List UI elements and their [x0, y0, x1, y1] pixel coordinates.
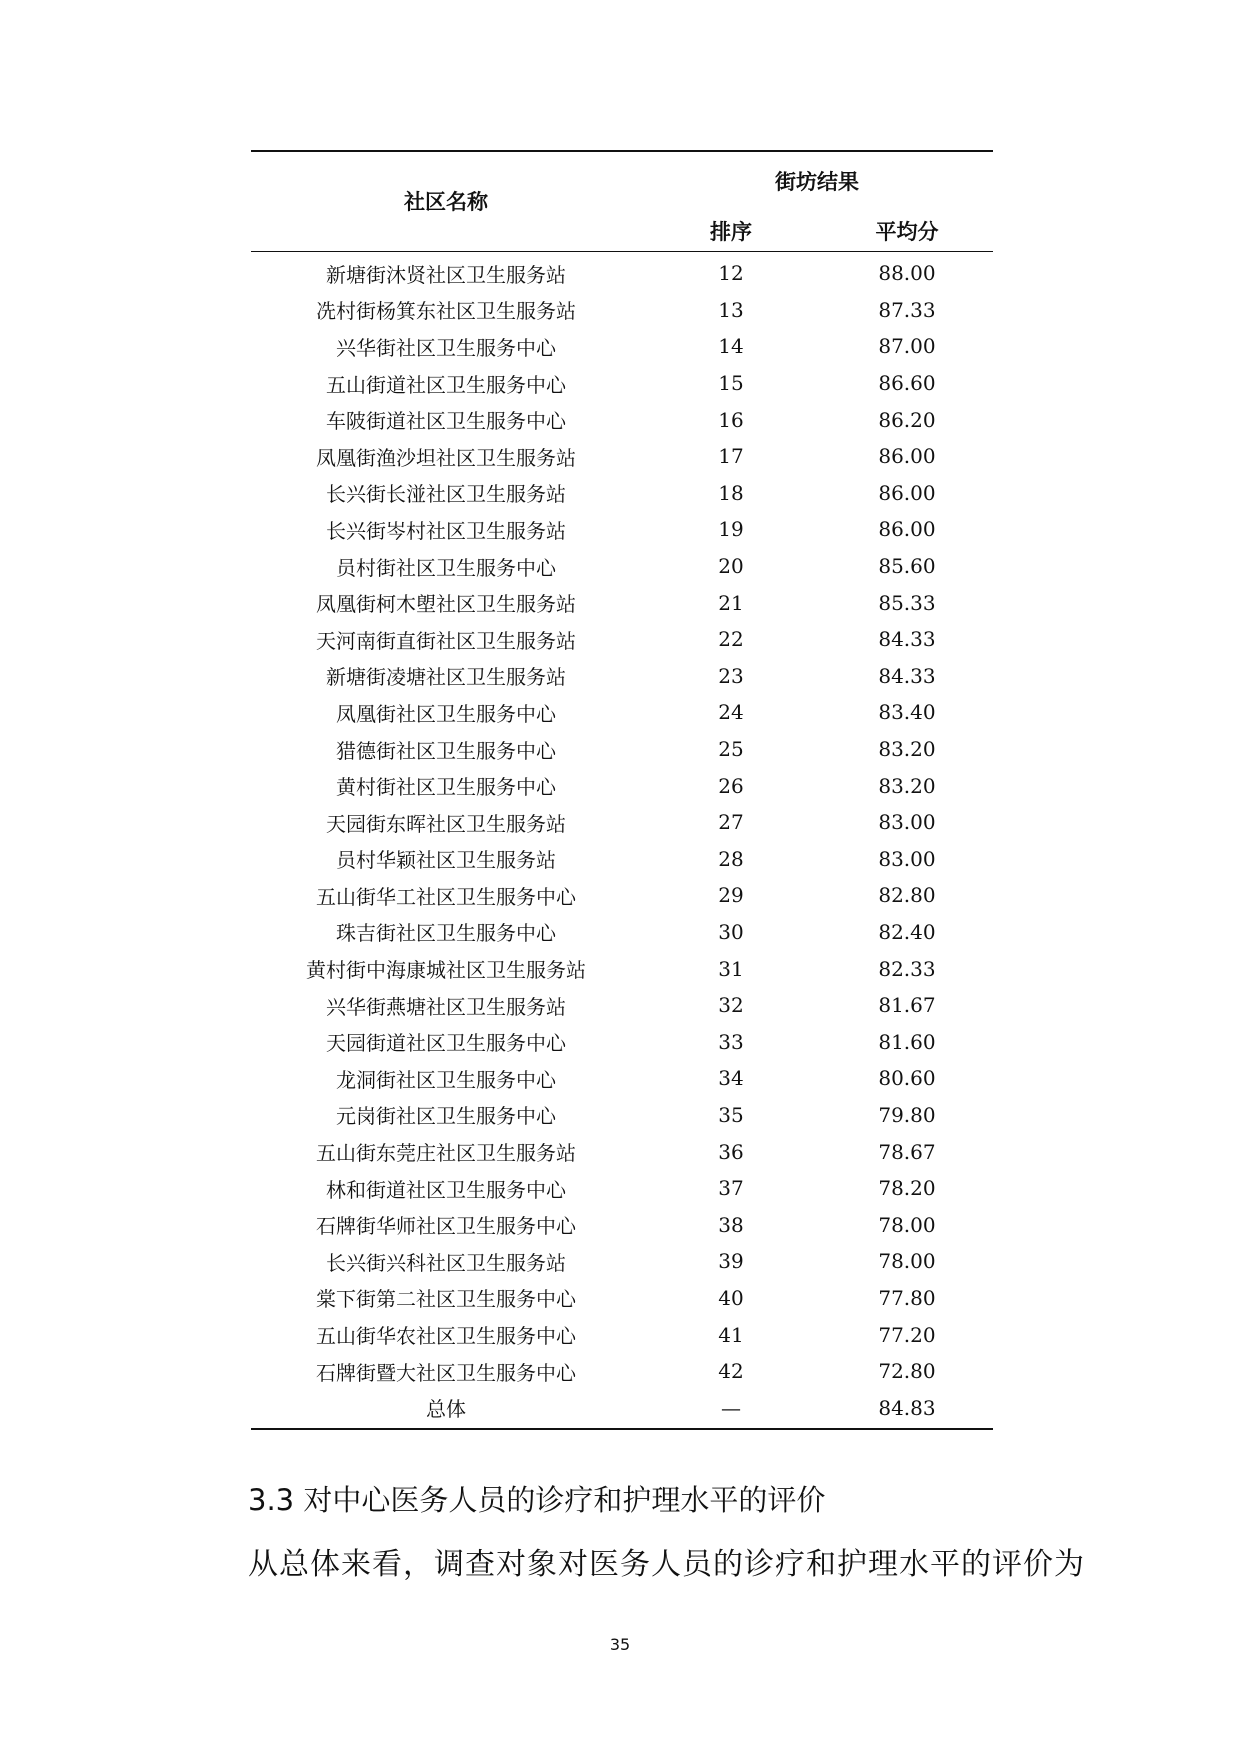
community-name-cell: 凤凰街柯木塱社区卫生服务站: [316, 592, 576, 617]
community-name-cell: 车陂街道社区卫生服务中心: [326, 409, 566, 434]
community-name-cell: 黄村街社区卫生服务中心: [336, 775, 556, 800]
table-row: [251, 731, 993, 768]
rank-cell: —: [721, 1395, 741, 1420]
community-name-cell: 天园街道社区卫生服务中心: [326, 1031, 566, 1056]
column-group-header: 街坊结果: [775, 170, 859, 194]
rank-cell: 30: [718, 919, 744, 944]
table-row: [251, 1206, 993, 1243]
table-row: [251, 1133, 993, 1170]
table-row: [251, 1097, 993, 1134]
community-name-cell: 五山街华工社区卫生服务中心: [316, 884, 576, 909]
rank-cell: 13: [718, 297, 744, 322]
rank-cell: 37: [718, 1176, 744, 1201]
rank-cell: 28: [718, 846, 744, 871]
average-score-cell: 82.33: [878, 956, 936, 981]
average-score-cell: 78.00: [878, 1249, 936, 1274]
average-score-cell: 87.33: [878, 297, 936, 322]
community-name-cell: 五山街华农社区卫生服务中心: [316, 1324, 576, 1349]
community-name-cell: 林和街道社区卫生服务中心: [326, 1177, 566, 1202]
average-score-cell: 86.20: [878, 407, 936, 432]
average-score-cell: 78.67: [878, 1139, 936, 1164]
community-name-cell: 石牌街暨大社区卫生服务中心: [316, 1360, 576, 1385]
average-score-cell: 78.00: [878, 1212, 936, 1237]
table-row: [251, 914, 993, 951]
community-name-cell: 长兴街长湴社区卫生服务站: [326, 482, 566, 507]
community-name-cell: 凤凰街社区卫生服务中心: [336, 701, 556, 726]
average-score-cell: 84.83: [878, 1395, 936, 1420]
average-score-cell: 77.80: [878, 1285, 936, 1310]
table-row: [251, 1023, 993, 1060]
table-row: [251, 1316, 993, 1353]
table-row: [251, 877, 993, 914]
table-row: [251, 621, 993, 658]
community-name-cell: 石牌街华师社区卫生服务中心: [316, 1214, 576, 1239]
table-row: [251, 511, 993, 548]
rank-cell: 39: [718, 1249, 744, 1274]
community-name-cell: 员村华颖社区卫生服务站: [336, 848, 556, 873]
table-row: [251, 841, 993, 878]
average-score-cell: 81.67: [878, 993, 936, 1018]
page-number: 35: [609, 1635, 631, 1654]
average-score-cell: 80.60: [878, 1066, 936, 1091]
table-row: [251, 365, 993, 402]
average-score-cell: 78.20: [878, 1176, 936, 1201]
average-score-cell: 84.33: [878, 627, 936, 652]
rank-cell: 21: [718, 590, 744, 615]
average-score-cell: 86.00: [878, 444, 936, 469]
table-row: [251, 1243, 993, 1280]
column-header-community-name: 社区名称: [404, 190, 488, 214]
column-header-average: 平均分: [875, 220, 939, 244]
community-name-cell: 五山街道社区卫生服务中心: [326, 372, 566, 397]
community-name-cell: 天园街东晖社区卫生服务站: [326, 811, 566, 836]
average-score-cell: 84.33: [878, 663, 936, 688]
community-name-cell: 长兴街岑村社区卫生服务站: [326, 518, 566, 543]
table-row: [251, 1060, 993, 1097]
community-name-cell: 长兴街兴科社区卫生服务站: [326, 1250, 566, 1275]
rank-cell: 38: [718, 1212, 744, 1237]
community-name-cell: 员村街社区卫生服务中心: [336, 555, 556, 580]
rank-cell: 35: [718, 1102, 744, 1127]
rank-cell: 23: [718, 663, 744, 688]
rank-cell: 19: [718, 517, 744, 542]
average-score-cell: 81.60: [878, 1029, 936, 1054]
rank-cell: 31: [718, 956, 744, 981]
table-row: [251, 292, 993, 329]
section-heading: 3.3 对中心医务人员的诊疗和护理水平的评价: [248, 1483, 826, 1517]
table-row: [251, 987, 993, 1024]
average-score-cell: 79.80: [878, 1102, 936, 1127]
rank-cell: 15: [718, 371, 744, 396]
average-score-cell: 82.40: [878, 919, 936, 944]
rank-cell: 20: [718, 554, 744, 579]
community-name-cell: 天河南街直街社区卫生服务站: [316, 628, 576, 653]
community-name-cell: 新塘街沐贤社区卫生服务站: [326, 262, 566, 287]
results-table: [251, 150, 993, 1430]
average-score-cell: 83.20: [878, 773, 936, 798]
rank-cell: 14: [718, 334, 744, 359]
community-name-cell: 棠下街第二社区卫生服务中心: [316, 1287, 576, 1312]
rank-cell: 27: [718, 810, 744, 835]
table-header: [251, 152, 993, 251]
rank-cell: 34: [718, 1066, 744, 1091]
table-row: [251, 1389, 993, 1426]
community-name-cell: 元岗街社区卫生服务中心: [336, 1104, 556, 1129]
table-row: [251, 255, 993, 292]
rank-cell: 36: [718, 1139, 744, 1164]
table-row: [251, 804, 993, 841]
community-name-cell: 总体: [426, 1397, 466, 1422]
table-bottom-rule: [251, 1428, 993, 1430]
table-row: [251, 584, 993, 621]
average-score-cell: 86.60: [878, 371, 936, 396]
table-row: [251, 694, 993, 731]
community-name-cell: 兴华街燕塘社区卫生服务站: [326, 994, 566, 1019]
table-row: [251, 1170, 993, 1207]
table-row: [251, 548, 993, 585]
rank-cell: 25: [718, 737, 744, 762]
community-name-cell: 凤凰街渔沙坦社区卫生服务站: [316, 445, 576, 470]
average-score-cell: 87.00: [878, 334, 936, 359]
rank-cell: 17: [718, 444, 744, 469]
table-row: [251, 1353, 993, 1390]
rank-cell: 22: [718, 627, 744, 652]
community-name-cell: 黄村街中海康城社区卫生服务站: [306, 958, 586, 983]
community-name-cell: 珠吉街社区卫生服务中心: [336, 921, 556, 946]
table-row: [251, 950, 993, 987]
average-score-cell: 83.00: [878, 846, 936, 871]
community-name-cell: 猎德街社区卫生服务中心: [336, 738, 556, 763]
average-score-cell: 88.00: [878, 261, 936, 286]
table-row: [251, 328, 993, 365]
rank-cell: 42: [718, 1359, 744, 1384]
average-score-cell: 83.40: [878, 700, 936, 725]
average-score-cell: 77.20: [878, 1322, 936, 1347]
community-name-cell: 五山街东莞庄社区卫生服务站: [316, 1141, 576, 1166]
average-score-cell: 82.80: [878, 883, 936, 908]
rank-cell: 33: [718, 1029, 744, 1054]
rank-cell: 26: [718, 773, 744, 798]
table-row: [251, 767, 993, 804]
body-paragraph: 从总体来看，调查对象对医务人员的诊疗和护理水平的评价为: [248, 1547, 1085, 1582]
table-row: [251, 1280, 993, 1317]
rank-cell: 24: [718, 700, 744, 725]
table-body: [251, 252, 993, 1426]
average-score-cell: 72.80: [878, 1359, 936, 1384]
average-score-cell: 85.33: [878, 590, 936, 615]
rank-cell: 18: [718, 480, 744, 505]
rank-cell: 29: [718, 883, 744, 908]
rank-cell: 12: [718, 261, 744, 286]
table-row: [251, 475, 993, 512]
table-row: [251, 658, 993, 695]
average-score-cell: 85.60: [878, 554, 936, 579]
rank-cell: 32: [718, 993, 744, 1018]
rank-cell: 41: [718, 1322, 744, 1347]
average-score-cell: 86.00: [878, 517, 936, 542]
rank-cell: 40: [718, 1285, 744, 1310]
community-name-cell: 龙洞街社区卫生服务中心: [336, 1067, 556, 1092]
rank-cell: 16: [718, 407, 744, 432]
table-row: [251, 438, 993, 475]
column-header-rank: 排序: [710, 220, 752, 244]
average-score-cell: 83.00: [878, 810, 936, 835]
table-row: [251, 401, 993, 438]
community-name-cell: 冼村街杨箕东社区卫生服务站: [316, 299, 576, 324]
average-score-cell: 86.00: [878, 480, 936, 505]
community-name-cell: 兴华街社区卫生服务中心: [336, 335, 556, 360]
average-score-cell: 83.20: [878, 737, 936, 762]
community-name-cell: 新塘街凌塘社区卫生服务站: [326, 665, 566, 690]
